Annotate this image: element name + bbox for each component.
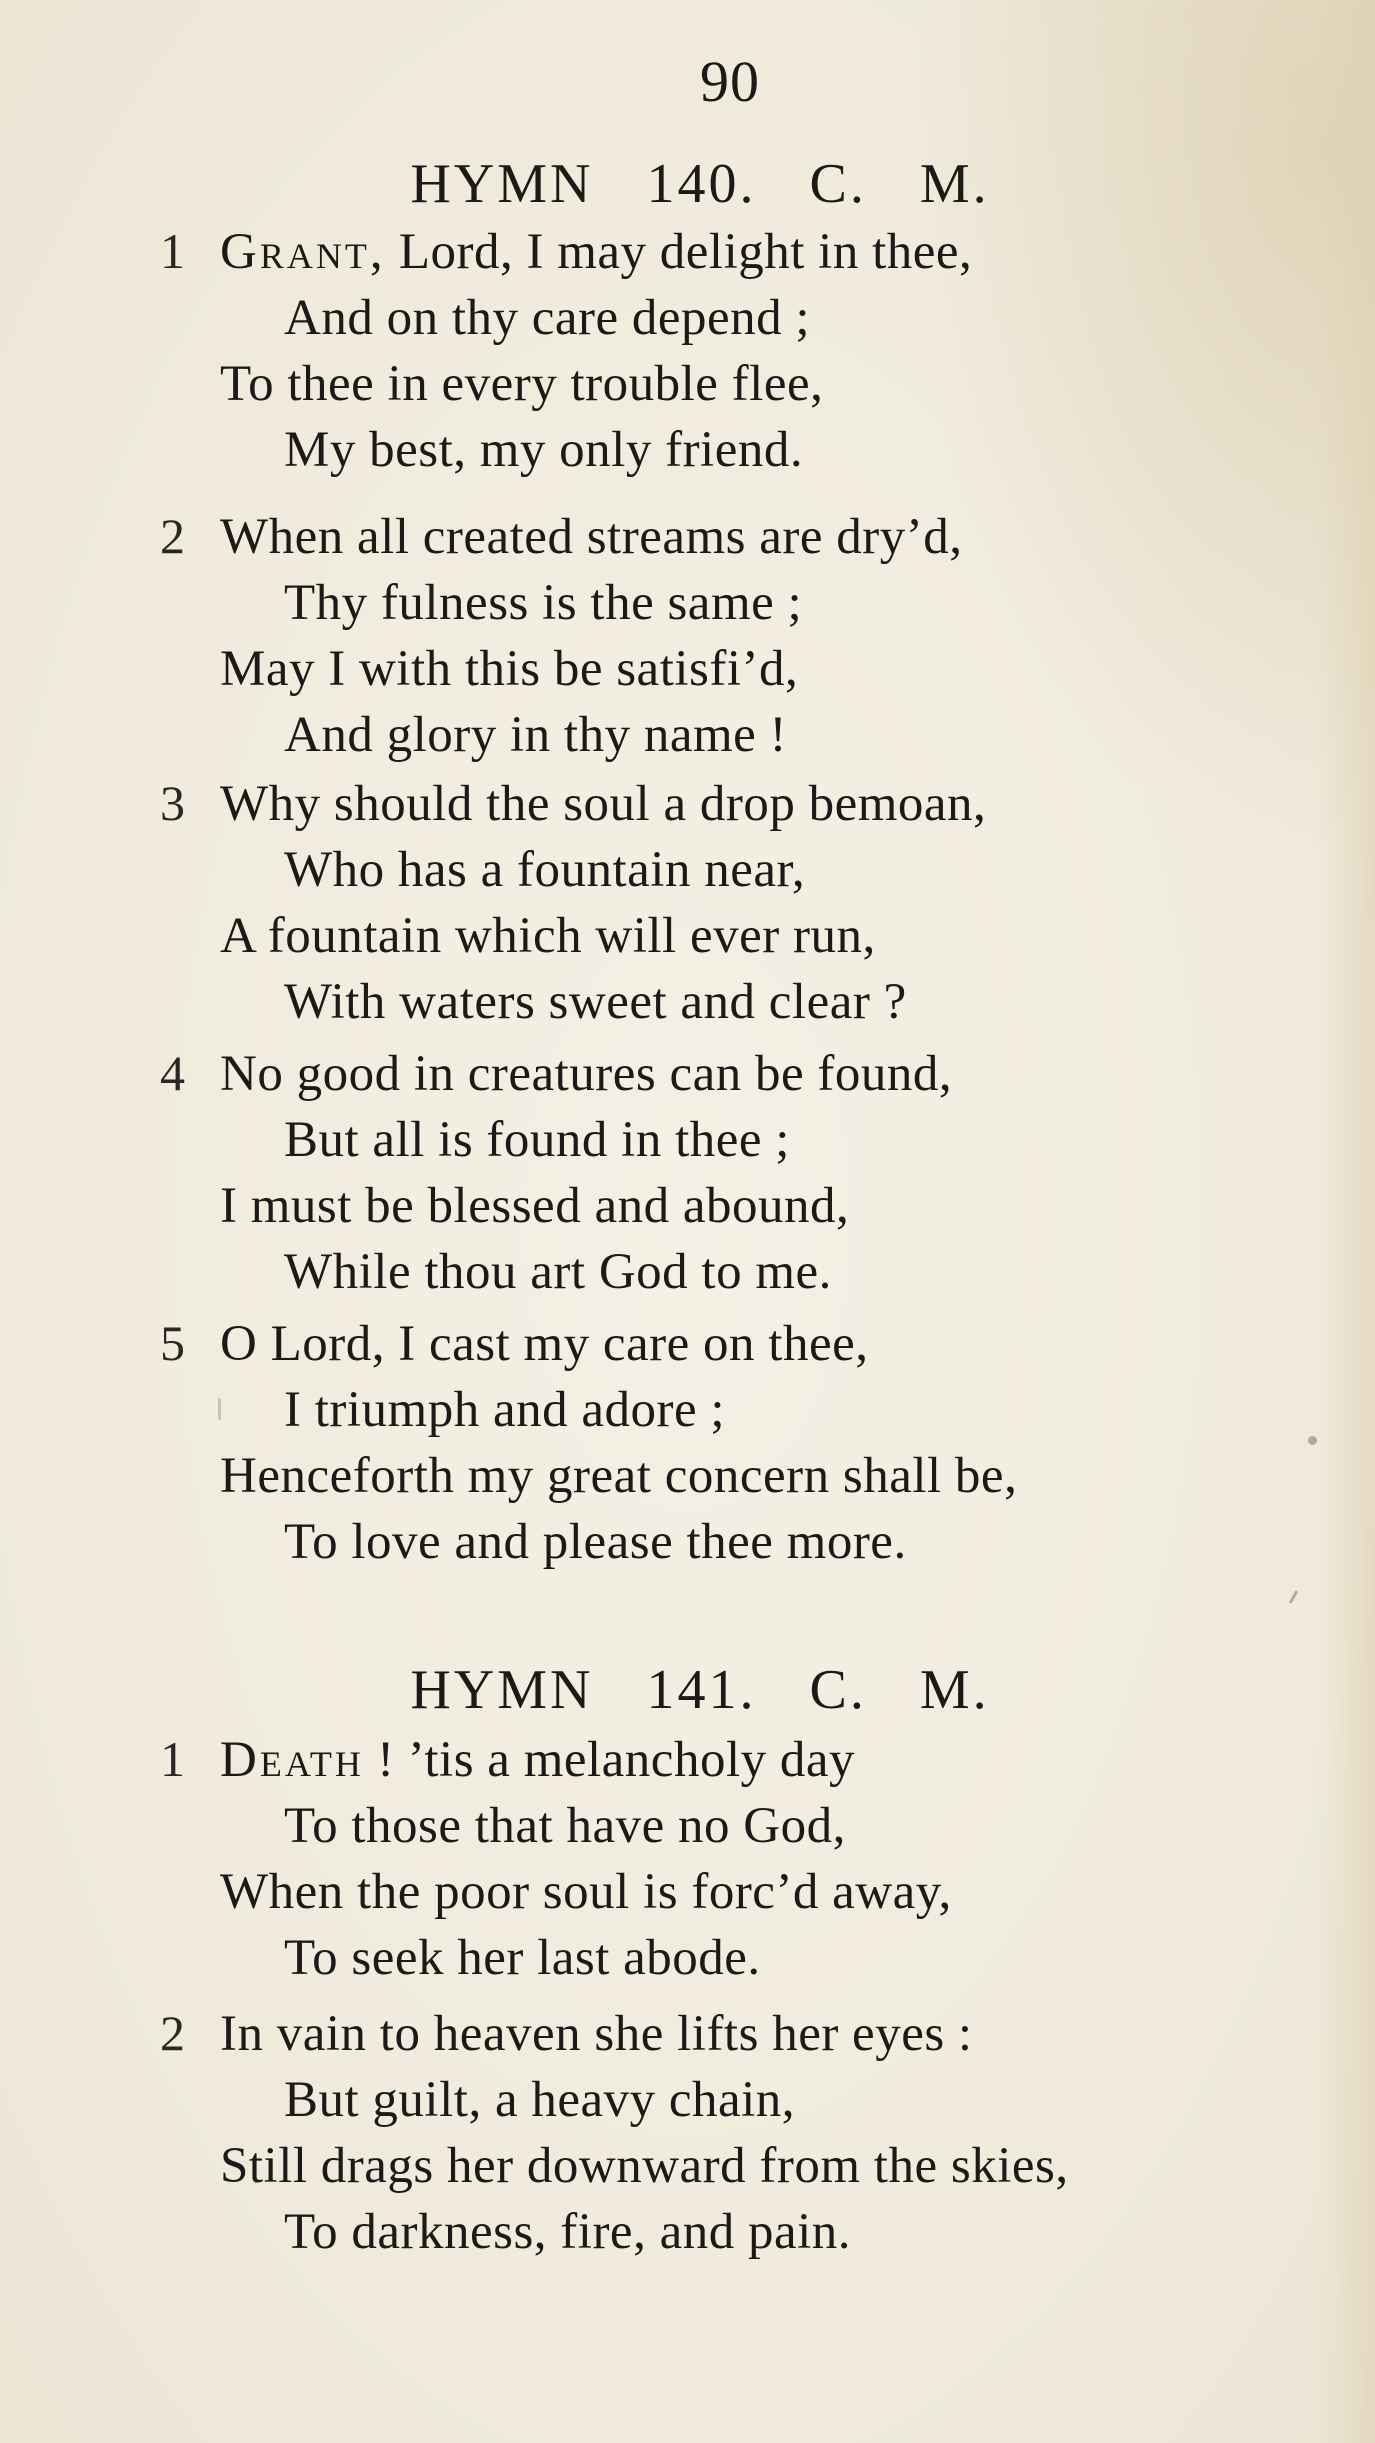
verse-line: Who has a fountain near, [284,842,806,898]
verse-line: Thy fulness is the same ; [284,575,803,631]
verse-number: 4 [160,1045,185,1101]
verse-line: While thou art God to me. [284,1244,832,1300]
page-edge-shading [1315,0,1375,2443]
verse-line [220,1730,855,1790]
verse-number: 2 [160,508,185,564]
verse-line: O Lord, I cast my care on thee, [220,1316,869,1372]
verse-line: But all is found in thee ; [284,1112,790,1168]
verse-line: I must be blessed and abound, [220,1178,850,1234]
verse-line: May I with this be satisfi’d, [220,641,799,697]
verse-line: In vain to heaven she lifts her eyes : [220,2006,973,2062]
verse-number: 5 [160,1315,185,1371]
verse-line: To darkness, fire, and pain. [284,2204,852,2260]
verse-line: To those that have no God, [284,1798,846,1854]
verse-lead-word: Grant, [220,224,386,280]
verse-line: Why should the soul a drop bemoan, [220,776,987,832]
verse-line: And glory in thy name ! [284,707,787,763]
verse-line: To seek her last abode. [284,1930,761,1986]
verse-line: With waters sweet and clear ? [284,974,907,1030]
verse-number: 1 [160,1731,185,1787]
verse-line: Henceforth my great concern shall be, [220,1448,1018,1504]
verse-line: My best, my only friend. [284,422,804,478]
verse-lead-word: Death [220,1732,364,1788]
page-number: 90 [700,49,760,114]
verse-line [220,222,972,282]
verse-line: When the poor soul is forc’d away, [220,1864,952,1920]
verse-line-rest: ! ’tis a melancholy day [363,1732,855,1788]
verse-line: I triumph and adore ; [284,1382,726,1438]
verse-line: When all created streams are dry’d, [220,509,963,565]
paper-speck [1308,1436,1317,1445]
paper-speck [1289,1590,1299,1604]
hymn-141-heading: HYMN 141. C. M. [410,1659,990,1721]
verse-line: But guilt, a heavy chain, [284,2072,796,2128]
verse-line: No good in creatures can be found, [220,1046,953,1102]
verse-line: To thee in every trouble flee, [220,356,824,412]
verse-line: And on thy care depend ; [284,290,811,346]
verse-number: 3 [160,775,185,831]
verse-line: A fountain which will ever run, [220,908,876,964]
verse-number: 2 [160,2005,185,2061]
verse-line: To love and please thee more. [284,1514,907,1570]
verse-line-rest: Lord, I may delight in thee, [385,224,973,280]
hymn-140-heading: HYMN 140. C. M. [410,153,990,215]
verse-line: Still drags her downward from the skies, [220,2138,1069,2194]
paper-speck [218,1398,221,1420]
verse-number: 1 [160,223,185,279]
